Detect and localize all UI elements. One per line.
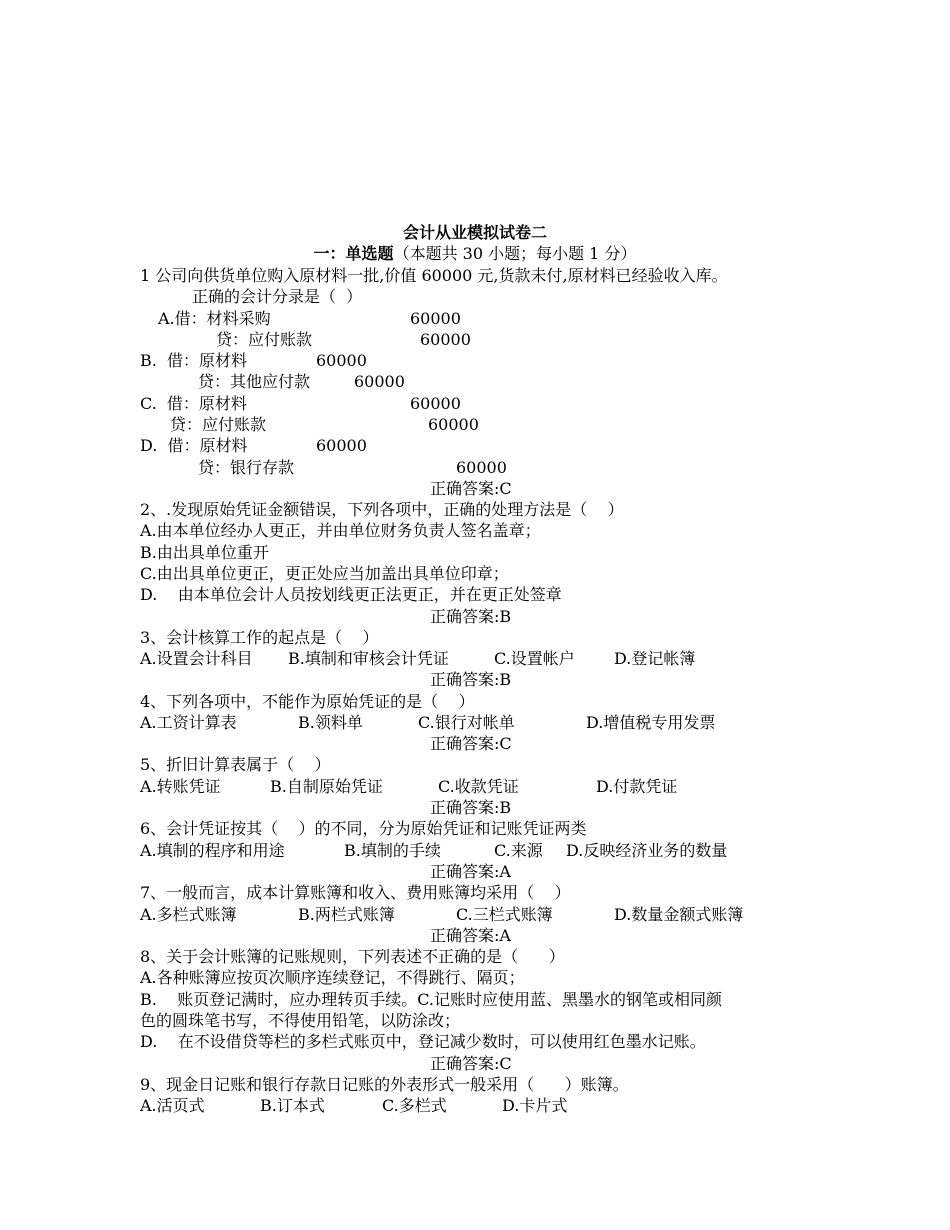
q9-option-d: D.卡片式 [502,1096,568,1115]
q1-option-d-debit-amount: 60000 [316,436,367,455]
q1-option-b-debit-amount: 60000 [316,351,367,370]
q1-option-d-credit-amount: 60000 [456,458,507,477]
q8-option-a: A.各种账簿应按页次顺序连续登记，不得跳行、隔页； [140,968,525,987]
q2-option-b: B.由出具单位重开 [140,543,269,562]
question-9-stem: 9、现金日记账和银行存款日记账的外表形式一般采用（ ）账簿。 [140,1075,629,1094]
q4-option-b: B.领料单 [298,713,363,732]
question-2-stem: 2、.发现原始凭证金额错误，下列各项中，正确的处理方法是（ ） [140,500,624,519]
q8-option-d: D. 在不设借贷等栏的多栏式账页中，登记减少数时，可以使用红色墨水记账。 [140,1032,706,1051]
question-4-answer: 正确答案:C [430,734,512,753]
q9-option-c: C.多栏式 [382,1096,447,1115]
q8-option-c-cont: 色的圆珠笔书写，不得使用铅笔，以防涂改； [140,1011,461,1030]
q2-option-c: C.由出具单位更正，更正处应当加盖出具单位印章； [140,564,509,583]
q6-option-d: D.反映经济业务的数量 [566,841,728,860]
q3-option-d: D.登记帐簿 [614,649,696,668]
q6-option-b: B.填制的手续 [344,841,441,860]
question-6-answer: 正确答案:A [430,862,511,881]
q7-option-d: D.数量金额式账簿 [614,905,744,924]
q1-option-c-credit-amount: 60000 [428,415,479,434]
q1-option-a-debit: A.借：材料采购 [158,309,271,328]
q7-option-a: A.多栏式账簿 [140,905,237,924]
q1-option-a-credit: 贷：应付账款 [216,330,313,349]
q4-option-a: A.工资计算表 [140,713,237,732]
section-heading [0,243,950,264]
q9-option-b: B.订本式 [260,1096,325,1115]
q1-option-b-credit: 贷：其他应付款 [198,372,311,391]
question-2-answer: 正确答案:B [430,607,512,626]
q1-option-c-credit: 贷：应付账款 [170,415,267,434]
q1-option-b-debit: B. 借：原材料 [140,351,248,370]
q1-option-b-credit-amount: 60000 [354,372,405,391]
q6-option-c: C.来源 [494,841,543,860]
q3-option-b: B.填制和审核会计凭证 [288,649,449,668]
q5-option-a: A.转账凭证 [140,777,221,796]
question-1-stem: 1 公司向供货单位购入原材料一批,价值 60000 元,货款未付,原材料已经验收入库。 [140,266,728,285]
q5-option-b: B.自制原始凭证 [270,777,383,796]
q5-option-c: C.收款凭证 [438,777,519,796]
section-label: 一：单选题 [313,244,394,263]
q7-option-b: B.两栏式账簿 [298,905,395,924]
q8-option-b-c: B. 账页登记满时，应办理转页手续。C.记账时应使用蓝、黑墨水的钢笔或相同颜 [140,990,722,1009]
question-5-stem: 5、折旧计算表属于（ ） [140,755,331,774]
q2-option-d: D. 由本单位会计人员按划线更正法更正，并在更正处签章 [140,585,562,604]
q7-option-c: C.三栏式账簿 [456,905,553,924]
question-7-answer: 正确答案:A [430,926,511,945]
q4-option-c: C.银行对帐单 [418,713,515,732]
question-1-answer: 正确答案:C [430,479,512,498]
question-4-stem: 4、下列各项中，不能作为原始凭证的是（ ） [140,692,475,711]
question-8-answer: 正确答案:C [430,1054,512,1073]
q1-option-c-debit: C. 借：原材料 [140,394,247,413]
q1-option-d-credit: 贷：银行存款 [198,458,295,477]
question-6-stem: 6、会计凭证按其（ ）的不同，分为原始凭证和记账凭证两类 [140,819,587,838]
q1-option-d-debit: D. 借：原材料 [140,436,248,455]
question-7-stem: 7、一般而言，成本计算账簿和收入、费用账簿均采用（ ） [140,883,571,902]
q6-option-a: A.填制的程序和用途 [140,841,285,860]
q1-option-a-credit-amount: 60000 [420,330,471,349]
question-1-stem-cont: 正确的会计分录是（ ） [192,287,363,306]
q3-option-a: A.设置会计科目 [140,649,253,668]
q1-option-a-debit-amount: 60000 [410,309,461,328]
question-8-stem: 8、关于会计账簿的记账规则，下列表述不正确的是（ ） [140,947,565,966]
question-5-answer: 正确答案:B [430,798,512,817]
q1-option-c-debit-amount: 60000 [410,394,461,413]
q4-option-d: D.增值税专用发票 [586,713,716,732]
q5-option-d: D.付款凭证 [596,777,678,796]
q3-option-c: C.设置帐户 [494,649,575,668]
section-note: （本题共 30 小题；每小题 1 分） [393,244,637,263]
q9-option-a: A.活页式 [140,1096,205,1115]
q2-option-a: A.由本单位经办人更正，并由单位财务负责人签名盖章； [140,521,541,540]
question-3-answer: 正确答案:B [430,670,512,689]
question-3-stem: 3、会计核算工作的起点是（ ） [140,628,379,647]
exam-title: 会计从业模拟试卷二 [402,223,547,242]
